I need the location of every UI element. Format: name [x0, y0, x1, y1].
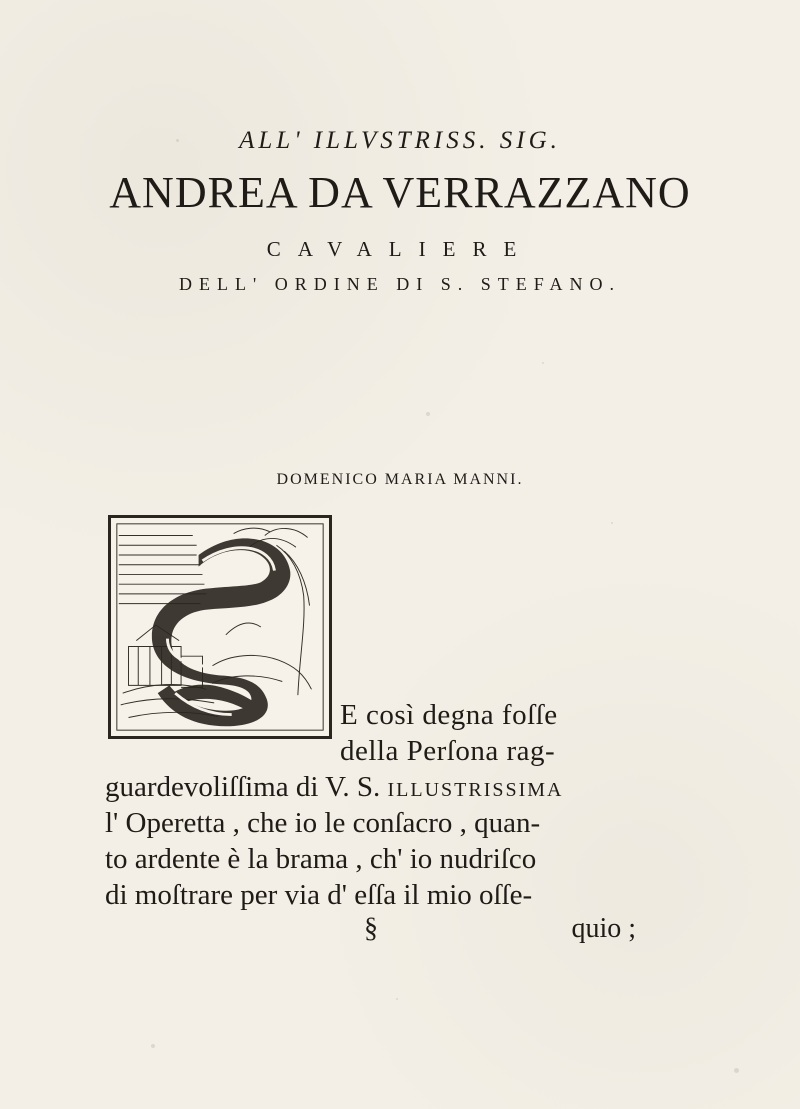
catch-line [0, 913, 800, 953]
author-signature: DOMENICO MARIA MANNI. [276, 471, 524, 488]
body-line-1: E così degna foſſe [340, 699, 558, 731]
body-line-6: di moſtrare per via d' eſſa il mio oſſe- [105, 879, 533, 911]
body-line-3 [105, 770, 693, 807]
recipient-title: CAVALIERE [266, 237, 534, 261]
section-mark: § [364, 913, 378, 944]
body-line-2: della Perſona rag- [340, 735, 556, 767]
order-name: DELL' ORDINE DI S. STEFANO. [179, 274, 621, 294]
body-line-3-text: guardevoliſſima di V. S. [105, 771, 381, 803]
body-line-3-smallcaps: ILLUSTRISSIMA [387, 779, 564, 801]
decorated-initial [108, 515, 332, 739]
body-line-5: to ardente è la brama , ch' io nudriſco [105, 843, 537, 875]
decorated-initial-illustration [111, 518, 329, 736]
recipient-name: ANDREA DA VERRAZZANO [109, 168, 691, 217]
catchword: quio ; [571, 913, 636, 944]
body-line-4: l' Operetta , che io le conſacro , quan- [105, 807, 541, 839]
dedication-line: ALL' ILLVSTRISS. SIG. [239, 127, 561, 154]
